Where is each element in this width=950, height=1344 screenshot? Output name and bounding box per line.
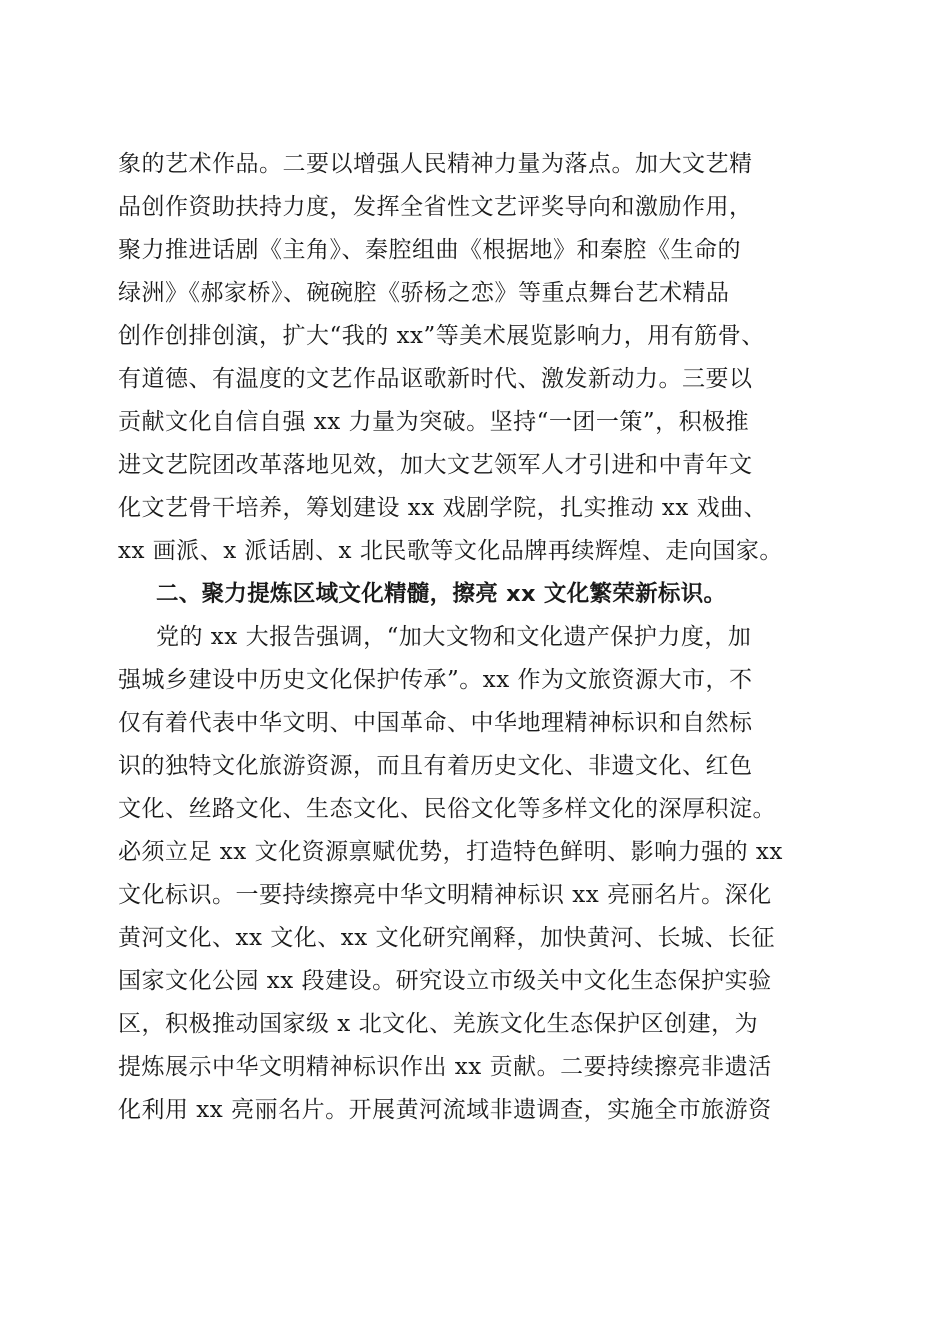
paragraph-line: 有道德、有温度的文艺作品讴歌新时代、激发新动力。三要以 xyxy=(118,366,753,392)
paragraph-line: 文化标识。一要持续擦亮中华文明精神标识 xx 亮丽名片。深化 xyxy=(118,882,772,908)
paragraph-line: 强城乡建设中历史文化保护传承”。xx 作为文旅资源大市，不 xyxy=(118,667,753,693)
paragraph-line: 识的独特文化旅游资源，而且有着历史文化、非遗文化、红色 xyxy=(118,753,753,779)
paragraph-line: xx 画派、x 派话剧、x 北民歌等文化品牌再续辉煌、走向国家。 xyxy=(118,538,783,564)
paragraph-line: 象的艺术作品。二要以增强人民精神力量为落点。加大文艺精 xyxy=(118,151,753,177)
paragraph-line: 区，积极推动国家级 x 北文化、羌族文化生态保护区创建，为 xyxy=(118,1011,759,1037)
paragraph-line: 品创作资助扶持力度，发挥全省性文艺评奖导向和激励作用， xyxy=(118,194,753,220)
paragraph-line: 国家文化公园 xx 段建设。研究设立市级关中文化生态保护实验 xyxy=(118,968,772,994)
paragraph-line: 黄河文化、xx 文化、xx 文化研究阐释，加快黄河、长城、长征 xyxy=(118,925,776,951)
section-heading: 二、聚力提炼区域文化精髓，擦亮 xx 文化繁荣新标识。 xyxy=(156,581,727,607)
paragraph-line: 绿洲》《郝家桥》、碗碗腔《骄杨之恋》等重点舞台艺术精品 xyxy=(118,280,730,306)
paragraph-line: 文化、丝路文化、生态文化、民俗文化等多样文化的深厚积淀。 xyxy=(118,796,776,822)
paragraph-line: 仅有着代表中华文明、中国革命、中华地理精神标识和自然标 xyxy=(118,710,753,736)
paragraph-line: 化利用 xx 亮丽名片。开展黄河流域非遗调查，实施全市旅游资 xyxy=(118,1097,772,1123)
paragraph-line: 提炼展示中华文明精神标识作出 xx 贡献。二要持续擦亮非遗活 xyxy=(118,1054,772,1080)
paragraph-line: 贡献文化自信自强 xx 力量为突破。坚持“一团一策”，积极推 xyxy=(118,409,750,435)
paragraph-line: 必须立足 xx 文化资源禀赋优势，打造特色鲜明、影响力强的 xx xyxy=(118,839,783,865)
paragraph-line: 聚力推进话剧《主角》、秦腔组曲《根据地》和秦腔《生命的 xyxy=(118,237,741,263)
paragraph-line: 党的 xx 大报告强调，“加大文物和文化遗产保护力度，加 xyxy=(156,624,752,650)
paragraph-line: 创作创排创演，扩大“我的 xx”等美术展览影响力，用有筋骨、 xyxy=(118,323,765,349)
paragraph-line: 进文艺院团改革落地见效，加大文艺领军人才引进和中青年文 xyxy=(118,452,753,478)
body-text xyxy=(118,144,838,1133)
paragraph-line: 化文艺骨干培养，筹划建设 xx 戏剧学院，扎实推动 xx 戏曲、 xyxy=(118,495,768,521)
